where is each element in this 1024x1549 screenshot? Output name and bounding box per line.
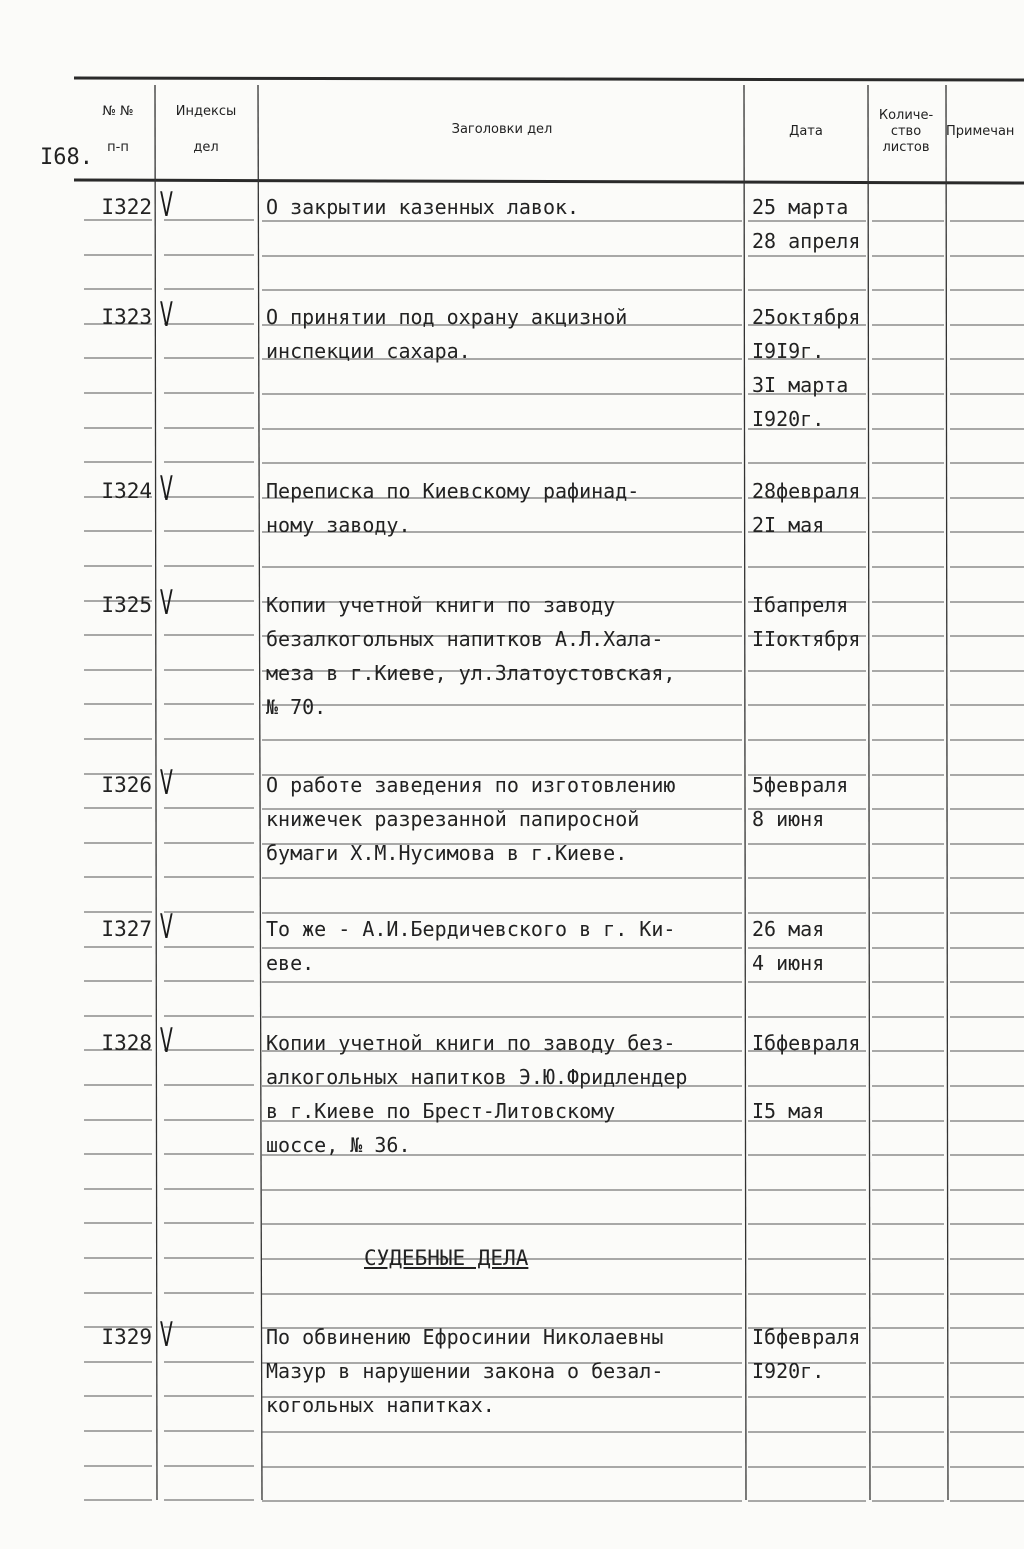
entry-date: 25октября bbox=[752, 305, 861, 329]
page-number: I68. bbox=[40, 145, 93, 170]
section-title: СУДЕБНЫЕ ДЕЛА bbox=[364, 1246, 529, 1270]
entry-date: 3I марта bbox=[752, 373, 849, 397]
entry-title-line: Копии учетной книги по заводу без- bbox=[266, 1031, 676, 1055]
entry-number: I325 bbox=[101, 593, 152, 617]
check-mark: V bbox=[160, 295, 173, 335]
entry-date: Iбфевраля bbox=[752, 1031, 861, 1055]
entry-date: Iбапреля bbox=[752, 593, 849, 617]
entry-number: I327 bbox=[101, 917, 152, 941]
entry-title-line: безалкогольных напитков А.Л.Хала- bbox=[266, 627, 664, 651]
entry-title-line: О принятии под охрану акцизной bbox=[266, 305, 628, 329]
entry-title-line: Копии учетной книги по заводу bbox=[266, 593, 616, 617]
header-count: Количе- ство листов bbox=[878, 108, 934, 155]
header-rule bbox=[74, 180, 1024, 183]
entry-date: I920г. bbox=[752, 1359, 825, 1383]
entry-date: Iбфевраля bbox=[752, 1325, 861, 1349]
entry-date: 26 мая bbox=[752, 917, 825, 941]
top-rule bbox=[74, 78, 1024, 80]
entry-title-line: То же - А.И.Бердичевского в г. Ки- bbox=[266, 917, 676, 941]
entry-title-line: когольных напитках. bbox=[266, 1393, 495, 1417]
header-num: № № п-п bbox=[102, 104, 134, 155]
entry-title-line: бумаги Х.М.Нусимова в г.Киеве. bbox=[266, 841, 628, 865]
entry-date: 8 июня bbox=[752, 807, 825, 831]
entry-number: I328 bbox=[101, 1031, 152, 1055]
entry-number: I324 bbox=[101, 479, 152, 503]
entry-number: I329 bbox=[101, 1325, 152, 1349]
entry-title-line: ному заводу. bbox=[266, 513, 411, 537]
entry-date: IIоктября bbox=[752, 627, 861, 651]
header-date: Дата bbox=[789, 124, 823, 139]
entry-date: I9I9г. bbox=[752, 339, 825, 363]
entry-date: 2I мая bbox=[752, 513, 825, 537]
entry-number: I322 bbox=[101, 195, 152, 219]
entry-title-line: в г.Киеве по Брест-Литовскому bbox=[266, 1099, 616, 1123]
entry-title-line: № 70. bbox=[266, 695, 327, 719]
column-rule bbox=[946, 85, 948, 1500]
header-index: Индексы дел bbox=[175, 104, 237, 155]
entry-date: 5февраля bbox=[752, 773, 849, 797]
entry-title-line: алкогольных напитков Э.Ю.Фридлендер bbox=[266, 1065, 688, 1089]
entry-title-line: Мазур в нарушении закона о безал- bbox=[266, 1359, 664, 1383]
entry-title-line: Переписка по Киевскому рафинад- bbox=[266, 479, 640, 503]
entry-title-line: еве. bbox=[266, 951, 315, 975]
entry-title-line: По обвинению Ефросинии Николаевны bbox=[266, 1325, 664, 1349]
header-note: Примечан bbox=[946, 124, 1015, 139]
entry-number: I326 bbox=[101, 773, 152, 797]
check-mark: V bbox=[160, 1315, 173, 1355]
entry-title-line: О работе заведения по изготовлению bbox=[266, 773, 676, 797]
entry-date: 28 апреля bbox=[752, 229, 861, 253]
entry-date: I5 мая bbox=[752, 1099, 825, 1123]
check-mark: V bbox=[160, 583, 173, 623]
entry-date: I920г. bbox=[752, 407, 825, 431]
check-mark: V bbox=[160, 185, 173, 225]
column-rule bbox=[155, 85, 157, 1500]
check-mark: V bbox=[160, 1021, 173, 1061]
entry-title-line: шоссе, № 36. bbox=[266, 1133, 411, 1157]
column-rule bbox=[744, 85, 746, 1500]
column-rule bbox=[258, 85, 262, 1500]
check-mark: V bbox=[160, 763, 173, 803]
entry-title-line: инспекции сахара. bbox=[266, 339, 471, 363]
check-mark: V bbox=[160, 907, 173, 947]
entry-title-line: О закрытии казенных лавок. bbox=[266, 195, 580, 219]
entry-number: I323 bbox=[101, 305, 152, 329]
entry-date: 4 июня bbox=[752, 951, 825, 975]
entry-title-line: меза в г.Киеве, ул.Златоустовская, bbox=[266, 661, 676, 685]
check-mark: V bbox=[160, 469, 173, 509]
header-title: Заголовки дел bbox=[451, 122, 553, 137]
entry-title-line: книжечек разрезанной папиросной bbox=[266, 807, 640, 831]
entry-date: 25 марта bbox=[752, 195, 849, 219]
entry-date: 28февраля bbox=[752, 479, 861, 503]
